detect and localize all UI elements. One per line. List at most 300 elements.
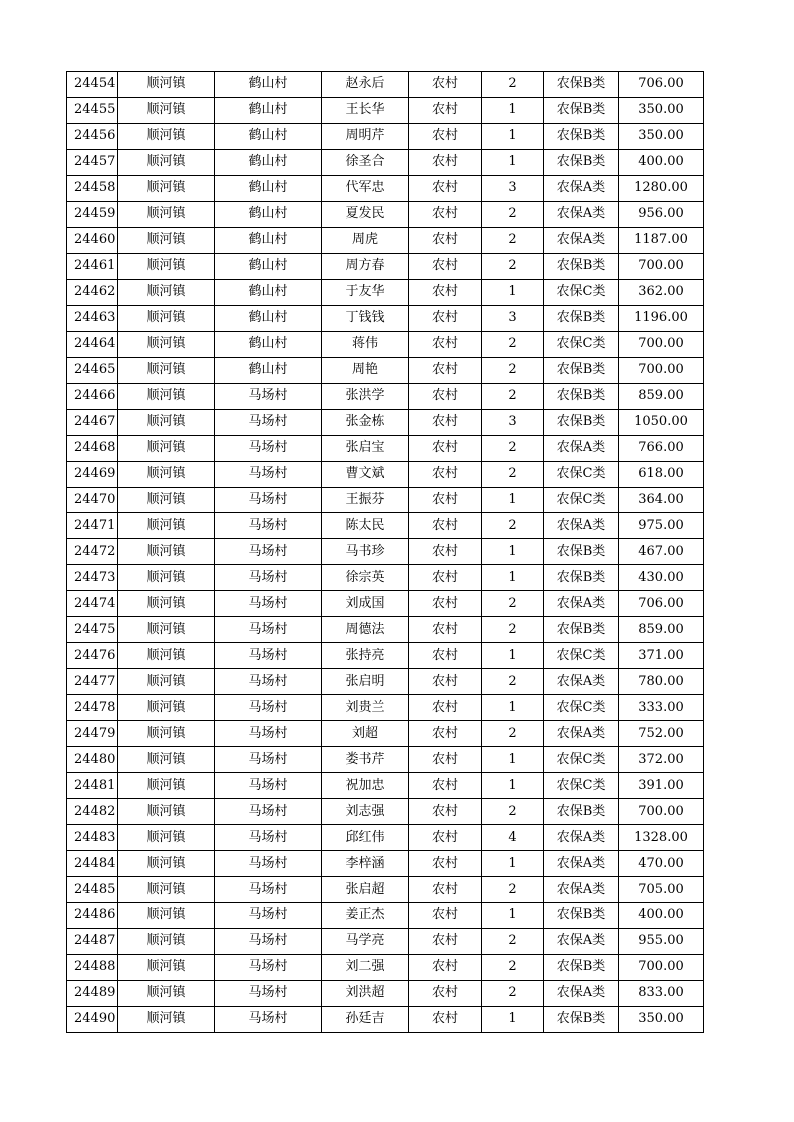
amount-cell: 700.00 [619, 799, 704, 825]
person-name-cell: 张启宝 [322, 435, 409, 461]
table-row [67, 175, 704, 201]
data-table [66, 71, 704, 1033]
amount-cell: 350.00 [619, 123, 704, 149]
record-id-cell: 24488 [67, 954, 118, 980]
household-type-cell: 农村 [409, 435, 482, 461]
record-id-cell: 24476 [67, 643, 118, 669]
record-id-cell: 24478 [67, 695, 118, 721]
table-row [67, 721, 704, 747]
insurance-category-cell: 农保C类 [544, 461, 619, 487]
household-type-cell: 农村 [409, 877, 482, 903]
town-cell: 顺河镇 [118, 591, 215, 617]
insurance-category-cell: 农保A类 [544, 513, 619, 539]
household-type-cell: 农村 [409, 279, 482, 305]
insurance-category-cell: 农保C类 [544, 695, 619, 721]
member-count-cell: 1 [482, 565, 544, 591]
household-type-cell: 农村 [409, 97, 482, 123]
village-cell: 马场村 [215, 539, 322, 565]
amount-cell: 364.00 [619, 487, 704, 513]
insurance-category-cell: 农保A类 [544, 928, 619, 954]
village-cell: 马场村 [215, 409, 322, 435]
amount-cell: 1196.00 [619, 305, 704, 331]
table-row [67, 928, 704, 954]
person-name-cell: 曹文斌 [322, 461, 409, 487]
amount-cell: 955.00 [619, 928, 704, 954]
person-name-cell: 刘贵兰 [322, 695, 409, 721]
record-id-cell: 24464 [67, 331, 118, 357]
household-type-cell: 农村 [409, 954, 482, 980]
village-cell: 马场村 [215, 617, 322, 643]
table-row [67, 954, 704, 980]
member-count-cell: 2 [482, 331, 544, 357]
village-cell: 鹤山村 [215, 331, 322, 357]
insurance-category-cell: 农保B类 [544, 72, 619, 98]
household-type-cell: 农村 [409, 903, 482, 929]
amount-cell: 700.00 [619, 253, 704, 279]
table-row [67, 331, 704, 357]
town-cell: 顺河镇 [118, 409, 215, 435]
table-row [67, 513, 704, 539]
record-id-cell: 24463 [67, 305, 118, 331]
town-cell: 顺河镇 [118, 97, 215, 123]
village-cell: 马场村 [215, 877, 322, 903]
amount-cell: 391.00 [619, 773, 704, 799]
person-name-cell: 于友华 [322, 279, 409, 305]
household-type-cell: 农村 [409, 175, 482, 201]
table-row [67, 1006, 704, 1032]
person-name-cell: 蒋伟 [322, 331, 409, 357]
household-type-cell: 农村 [409, 643, 482, 669]
household-type-cell: 农村 [409, 591, 482, 617]
town-cell: 顺河镇 [118, 279, 215, 305]
member-count-cell: 2 [482, 721, 544, 747]
household-type-cell: 农村 [409, 149, 482, 175]
town-cell: 顺河镇 [118, 928, 215, 954]
insurance-category-cell: 农保C类 [544, 331, 619, 357]
record-id-cell: 24461 [67, 253, 118, 279]
person-name-cell: 马学亮 [322, 928, 409, 954]
member-count-cell: 2 [482, 383, 544, 409]
amount-cell: 350.00 [619, 1006, 704, 1032]
member-count-cell: 2 [482, 669, 544, 695]
amount-cell: 400.00 [619, 149, 704, 175]
member-count-cell: 1 [482, 279, 544, 305]
insurance-category-cell: 农保A类 [544, 980, 619, 1006]
town-cell: 顺河镇 [118, 825, 215, 851]
person-name-cell: 张持亮 [322, 643, 409, 669]
household-type-cell: 农村 [409, 980, 482, 1006]
table-row [67, 747, 704, 773]
insurance-category-cell: 农保C类 [544, 487, 619, 513]
village-cell: 马场村 [215, 565, 322, 591]
record-id-cell: 24459 [67, 201, 118, 227]
amount-cell: 859.00 [619, 617, 704, 643]
member-count-cell: 2 [482, 591, 544, 617]
town-cell: 顺河镇 [118, 980, 215, 1006]
insurance-category-cell: 农保A类 [544, 435, 619, 461]
insurance-category-cell: 农保B类 [544, 149, 619, 175]
town-cell: 顺河镇 [118, 799, 215, 825]
amount-cell: 372.00 [619, 747, 704, 773]
town-cell: 顺河镇 [118, 773, 215, 799]
insurance-category-cell: 农保B类 [544, 617, 619, 643]
record-id-cell: 24487 [67, 928, 118, 954]
village-cell: 鹤山村 [215, 357, 322, 383]
amount-cell: 956.00 [619, 201, 704, 227]
amount-cell: 333.00 [619, 695, 704, 721]
amount-cell: 430.00 [619, 565, 704, 591]
town-cell: 顺河镇 [118, 175, 215, 201]
record-id-cell: 24472 [67, 539, 118, 565]
member-count-cell: 3 [482, 175, 544, 201]
person-name-cell: 赵永后 [322, 72, 409, 98]
village-cell: 鹤山村 [215, 253, 322, 279]
table-row [67, 877, 704, 903]
amount-cell: 1050.00 [619, 409, 704, 435]
record-id-cell: 24456 [67, 123, 118, 149]
member-count-cell: 1 [482, 149, 544, 175]
village-cell: 鹤山村 [215, 97, 322, 123]
town-cell: 顺河镇 [118, 487, 215, 513]
member-count-cell: 1 [482, 1006, 544, 1032]
insurance-category-cell: 农保A类 [544, 201, 619, 227]
record-id-cell: 24470 [67, 487, 118, 513]
person-name-cell: 张启超 [322, 877, 409, 903]
record-id-cell: 24489 [67, 980, 118, 1006]
insurance-category-cell: 农保C类 [544, 643, 619, 669]
village-cell: 马场村 [215, 643, 322, 669]
amount-cell: 467.00 [619, 539, 704, 565]
person-name-cell: 马书珍 [322, 539, 409, 565]
member-count-cell: 2 [482, 357, 544, 383]
household-type-cell: 农村 [409, 928, 482, 954]
insurance-category-cell: 农保C类 [544, 773, 619, 799]
amount-cell: 362.00 [619, 279, 704, 305]
member-count-cell: 1 [482, 695, 544, 721]
person-name-cell: 周方春 [322, 253, 409, 279]
village-cell: 鹤山村 [215, 201, 322, 227]
person-name-cell: 娄书芹 [322, 747, 409, 773]
town-cell: 顺河镇 [118, 903, 215, 929]
town-cell: 顺河镇 [118, 747, 215, 773]
person-name-cell: 丁钱钱 [322, 305, 409, 331]
member-count-cell: 4 [482, 825, 544, 851]
village-cell: 马场村 [215, 825, 322, 851]
member-count-cell: 1 [482, 487, 544, 513]
table-row [67, 643, 704, 669]
table-row [67, 201, 704, 227]
village-cell: 马场村 [215, 383, 322, 409]
record-id-cell: 24490 [67, 1006, 118, 1032]
record-id-cell: 24465 [67, 357, 118, 383]
household-type-cell: 农村 [409, 72, 482, 98]
table-row [67, 305, 704, 331]
record-id-cell: 24462 [67, 279, 118, 305]
table-row [67, 461, 704, 487]
person-name-cell: 张洪学 [322, 383, 409, 409]
insurance-category-cell: 农保B类 [544, 409, 619, 435]
town-cell: 顺河镇 [118, 513, 215, 539]
person-name-cell: 周明芹 [322, 123, 409, 149]
member-count-cell: 2 [482, 253, 544, 279]
member-count-cell: 1 [482, 539, 544, 565]
town-cell: 顺河镇 [118, 227, 215, 253]
household-type-cell: 农村 [409, 669, 482, 695]
table-row [67, 980, 704, 1006]
town-cell: 顺河镇 [118, 617, 215, 643]
member-count-cell: 2 [482, 72, 544, 98]
record-id-cell: 24482 [67, 799, 118, 825]
household-type-cell: 农村 [409, 747, 482, 773]
household-type-cell: 农村 [409, 721, 482, 747]
household-type-cell: 农村 [409, 851, 482, 877]
person-name-cell: 刘洪超 [322, 980, 409, 1006]
member-count-cell: 3 [482, 305, 544, 331]
amount-cell: 752.00 [619, 721, 704, 747]
household-type-cell: 农村 [409, 409, 482, 435]
record-id-cell: 24458 [67, 175, 118, 201]
table-row [67, 695, 704, 721]
person-name-cell: 刘二强 [322, 954, 409, 980]
insurance-category-cell: 农保B类 [544, 305, 619, 331]
member-count-cell: 1 [482, 97, 544, 123]
table-row [67, 851, 704, 877]
record-id-cell: 24475 [67, 617, 118, 643]
town-cell: 顺河镇 [118, 435, 215, 461]
insurance-category-cell: 农保A类 [544, 591, 619, 617]
record-id-cell: 24467 [67, 409, 118, 435]
table-row [67, 253, 704, 279]
insurance-category-cell: 农保A类 [544, 175, 619, 201]
person-name-cell: 周德法 [322, 617, 409, 643]
town-cell: 顺河镇 [118, 1006, 215, 1032]
person-name-cell: 周虎 [322, 227, 409, 253]
amount-cell: 400.00 [619, 903, 704, 929]
town-cell: 顺河镇 [118, 201, 215, 227]
amount-cell: 700.00 [619, 331, 704, 357]
amount-cell: 371.00 [619, 643, 704, 669]
table-row [67, 409, 704, 435]
household-type-cell: 农村 [409, 253, 482, 279]
record-id-cell: 24473 [67, 565, 118, 591]
household-type-cell: 农村 [409, 617, 482, 643]
amount-cell: 1187.00 [619, 227, 704, 253]
person-name-cell: 陈太民 [322, 513, 409, 539]
table-row [67, 591, 704, 617]
insurance-category-cell: 农保A类 [544, 721, 619, 747]
table-row [67, 487, 704, 513]
insurance-category-cell: 农保A类 [544, 851, 619, 877]
person-name-cell: 祝加忠 [322, 773, 409, 799]
town-cell: 顺河镇 [118, 851, 215, 877]
person-name-cell: 邱红伟 [322, 825, 409, 851]
record-id-cell: 24480 [67, 747, 118, 773]
member-count-cell: 2 [482, 435, 544, 461]
town-cell: 顺河镇 [118, 721, 215, 747]
village-cell: 马场村 [215, 980, 322, 1006]
town-cell: 顺河镇 [118, 695, 215, 721]
village-cell: 马场村 [215, 695, 322, 721]
insurance-category-cell: 农保C类 [544, 279, 619, 305]
record-id-cell: 24460 [67, 227, 118, 253]
table-row [67, 227, 704, 253]
insurance-category-cell: 农保B类 [544, 903, 619, 929]
household-type-cell: 农村 [409, 695, 482, 721]
amount-cell: 705.00 [619, 877, 704, 903]
insurance-category-cell: 农保A类 [544, 825, 619, 851]
town-cell: 顺河镇 [118, 539, 215, 565]
member-count-cell: 2 [482, 227, 544, 253]
town-cell: 顺河镇 [118, 643, 215, 669]
table-row [67, 279, 704, 305]
village-cell: 马场村 [215, 747, 322, 773]
insurance-category-cell: 农保A类 [544, 227, 619, 253]
table-row [67, 97, 704, 123]
village-cell: 马场村 [215, 773, 322, 799]
table-row [67, 149, 704, 175]
insurance-category-cell: 农保B类 [544, 1006, 619, 1032]
member-count-cell: 2 [482, 513, 544, 539]
insurance-category-cell: 农保B类 [544, 97, 619, 123]
town-cell: 顺河镇 [118, 954, 215, 980]
village-cell: 马场村 [215, 1006, 322, 1032]
amount-cell: 700.00 [619, 357, 704, 383]
record-id-cell: 24486 [67, 903, 118, 929]
record-id-cell: 24469 [67, 461, 118, 487]
village-cell: 马场村 [215, 461, 322, 487]
town-cell: 顺河镇 [118, 72, 215, 98]
person-name-cell: 夏发民 [322, 201, 409, 227]
village-cell: 马场村 [215, 487, 322, 513]
person-name-cell: 孙廷吉 [322, 1006, 409, 1032]
table-row [67, 799, 704, 825]
village-cell: 马场村 [215, 903, 322, 929]
insurance-category-cell: 农保B类 [544, 565, 619, 591]
village-cell: 马场村 [215, 721, 322, 747]
household-type-cell: 农村 [409, 227, 482, 253]
town-cell: 顺河镇 [118, 331, 215, 357]
person-name-cell: 刘超 [322, 721, 409, 747]
member-count-cell: 2 [482, 461, 544, 487]
record-id-cell: 24485 [67, 877, 118, 903]
record-id-cell: 24457 [67, 149, 118, 175]
amount-cell: 766.00 [619, 435, 704, 461]
table-row [67, 435, 704, 461]
amount-cell: 706.00 [619, 591, 704, 617]
village-cell: 马场村 [215, 954, 322, 980]
insurance-category-cell: 农保A类 [544, 669, 619, 695]
person-name-cell: 刘成国 [322, 591, 409, 617]
member-count-cell: 1 [482, 643, 544, 669]
town-cell: 顺河镇 [118, 357, 215, 383]
household-type-cell: 农村 [409, 305, 482, 331]
record-id-cell: 24477 [67, 669, 118, 695]
amount-cell: 833.00 [619, 980, 704, 1006]
village-cell: 马场村 [215, 928, 322, 954]
household-type-cell: 农村 [409, 357, 482, 383]
table-row [67, 669, 704, 695]
town-cell: 顺河镇 [118, 565, 215, 591]
record-id-cell: 24455 [67, 97, 118, 123]
insurance-category-cell: 农保B类 [544, 383, 619, 409]
village-cell: 鹤山村 [215, 149, 322, 175]
town-cell: 顺河镇 [118, 383, 215, 409]
town-cell: 顺河镇 [118, 669, 215, 695]
record-id-cell: 24454 [67, 72, 118, 98]
amount-cell: 780.00 [619, 669, 704, 695]
village-cell: 鹤山村 [215, 279, 322, 305]
town-cell: 顺河镇 [118, 305, 215, 331]
member-count-cell: 2 [482, 617, 544, 643]
amount-cell: 975.00 [619, 513, 704, 539]
person-name-cell: 王长华 [322, 97, 409, 123]
amount-cell: 700.00 [619, 954, 704, 980]
member-count-cell: 2 [482, 799, 544, 825]
village-cell: 马场村 [215, 435, 322, 461]
village-cell: 马场村 [215, 799, 322, 825]
person-name-cell: 王振芬 [322, 487, 409, 513]
household-type-cell: 农村 [409, 331, 482, 357]
table-row [67, 617, 704, 643]
table-row [67, 565, 704, 591]
insurance-category-cell: 农保B类 [544, 799, 619, 825]
person-name-cell: 徐宗英 [322, 565, 409, 591]
member-count-cell: 3 [482, 409, 544, 435]
table-body [67, 72, 704, 1033]
member-count-cell: 2 [482, 877, 544, 903]
insurance-category-cell: 农保B类 [544, 539, 619, 565]
village-cell: 鹤山村 [215, 227, 322, 253]
town-cell: 顺河镇 [118, 123, 215, 149]
amount-cell: 350.00 [619, 97, 704, 123]
member-count-cell: 1 [482, 773, 544, 799]
town-cell: 顺河镇 [118, 461, 215, 487]
insurance-category-cell: 农保B类 [544, 357, 619, 383]
village-cell: 鹤山村 [215, 123, 322, 149]
member-count-cell: 1 [482, 747, 544, 773]
table-row [67, 773, 704, 799]
insurance-category-cell: 农保B类 [544, 253, 619, 279]
amount-cell: 706.00 [619, 72, 704, 98]
household-type-cell: 农村 [409, 539, 482, 565]
table-row [67, 123, 704, 149]
amount-cell: 470.00 [619, 851, 704, 877]
household-type-cell: 农村 [409, 201, 482, 227]
member-count-cell: 1 [482, 123, 544, 149]
person-name-cell: 代军忠 [322, 175, 409, 201]
insurance-category-cell: 农保A类 [544, 877, 619, 903]
town-cell: 顺河镇 [118, 149, 215, 175]
person-name-cell: 刘志强 [322, 799, 409, 825]
person-name-cell: 姜正杰 [322, 903, 409, 929]
household-type-cell: 农村 [409, 773, 482, 799]
person-name-cell: 李梓涵 [322, 851, 409, 877]
insurance-category-cell: 农保C类 [544, 747, 619, 773]
amount-cell: 859.00 [619, 383, 704, 409]
table-row [67, 72, 704, 98]
village-cell: 马场村 [215, 513, 322, 539]
record-id-cell: 24471 [67, 513, 118, 539]
household-type-cell: 农村 [409, 513, 482, 539]
record-id-cell: 24466 [67, 383, 118, 409]
household-type-cell: 农村 [409, 383, 482, 409]
household-type-cell: 农村 [409, 825, 482, 851]
record-id-cell: 24479 [67, 721, 118, 747]
village-cell: 鹤山村 [215, 175, 322, 201]
household-type-cell: 农村 [409, 565, 482, 591]
household-type-cell: 农村 [409, 461, 482, 487]
household-type-cell: 农村 [409, 1006, 482, 1032]
